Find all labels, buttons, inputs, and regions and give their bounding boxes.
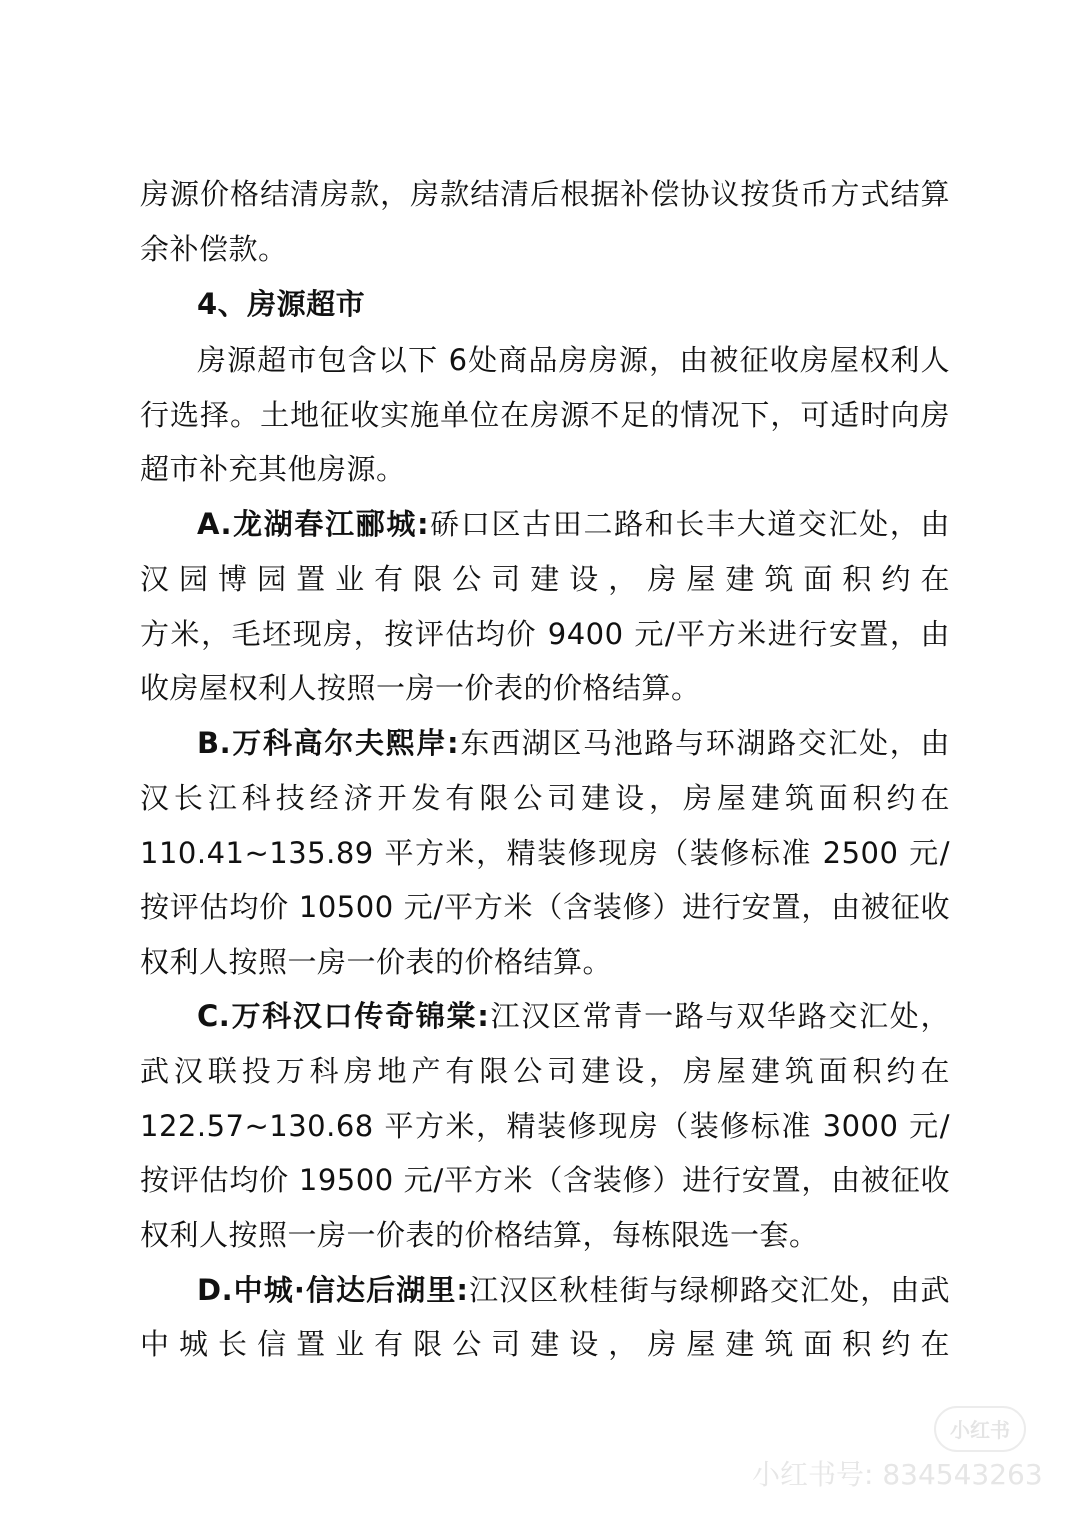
paragraph-line: 武汉联投万科房地产有限公司建设，房屋建筑面积约在 <box>140 1054 950 1088</box>
paragraph-line: 汉长江科技经济开发有限公司建设，房屋建筑面积约在 <box>140 781 950 815</box>
item-a-first-line <box>197 504 950 544</box>
paragraph-line: 权利人按照一房一价表的价格结算，每栋限选一套。 <box>140 1218 819 1252</box>
item-c-first-line <box>197 996 950 1036</box>
paragraph-line: 房源价格结清房款，房款结清后根据补偿协议按货币方式结算 <box>140 177 950 211</box>
paragraph-line: 按评估均价 10500 元/平方米（含装修）进行安置，由被征收 <box>140 890 950 924</box>
watermark-logo: 小红书 <box>934 1406 1026 1452</box>
paragraph-line: 110.41~135.89 平方米，精装修现房（装修标准 2500 元/ <box>140 836 950 870</box>
item-b-first-line <box>197 723 950 763</box>
item-d-first-line <box>197 1270 950 1310</box>
watermark-id: 小红书号: 834543263 <box>752 1458 1043 1491</box>
item-d-title: D.中城·信达后湖里: <box>197 1273 469 1307</box>
paragraph-line: 超市补充其他房源。 <box>140 452 406 486</box>
item-a-title: A.龙湖春江郦城: <box>197 507 430 541</box>
paragraph-line: 权利人按照一房一价表的价格结算。 <box>140 945 613 979</box>
item-c-title: C.万科汉口传奇锦棠: <box>197 999 490 1033</box>
paragraph-line: 汉园博园置业有限公司建设，房屋建筑面积约在 <box>140 562 950 596</box>
paragraph-line: 方米，毛坯现房，按评估均价 9400 元/平方米进行安置，由 <box>140 617 950 651</box>
paragraph-line: 房源超市包含以下 6处商品房房源，由被征收房屋权利人 <box>197 343 950 377</box>
item-b-title: B.万科高尔夫熙岸: <box>197 726 460 760</box>
item-d-text: 江汉区秋桂街与绿柳路交汇处，由武 <box>468 1273 950 1307</box>
paragraph-line: 按评估均价 19500 元/平方米（含装修）进行安置，由被征收 <box>140 1163 950 1197</box>
item-b-text: 东西湖区马池路与环湖路交汇处，由 <box>459 726 950 760</box>
item-a-text: 硚口区古田二路和长丰大道交汇处，由 <box>429 507 950 541</box>
item-c-text: 江汉区常青一路与双华路交汇处， <box>489 999 950 1033</box>
section-heading: 4、房源超市 <box>197 287 366 321</box>
paragraph-line: 122.57~130.68 平方米，精装修现房（装修标准 3000 元/ <box>140 1109 950 1143</box>
paragraph-line: 余补偿款。 <box>140 232 288 266</box>
paragraph-line: 行选择。土地征收实施单位在房源不足的情况下，可适时向房 <box>140 398 950 432</box>
paragraph-line: 收房屋权利人按照一房一价表的价格结算。 <box>140 671 701 705</box>
paragraph-line: 中城长信置业有限公司建设，房屋建筑面积约在 <box>140 1327 950 1361</box>
